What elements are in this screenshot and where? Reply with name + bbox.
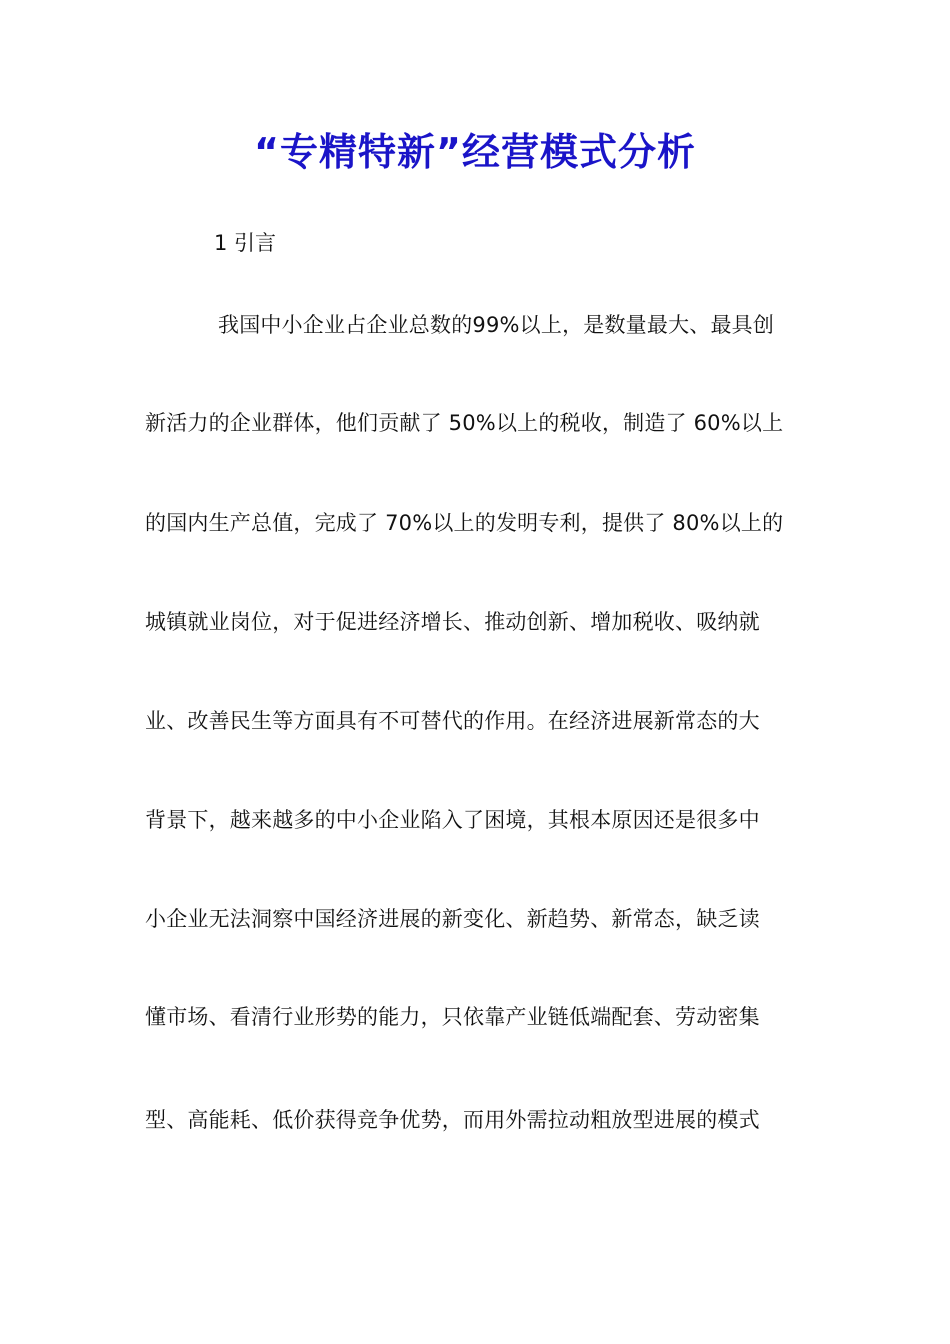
paragraph-line: 背景下，越来越多的中小企业陷入了困境，其根本原因还是很多中 (145, 808, 760, 832)
paragraph-line: 新活力的企业群体，他们贡献了 50%以上的税收，制造了 60%以上 (145, 411, 784, 435)
paragraph-line: 我国中小企业占企业总数的99%以上，是数量最大、最具创 (218, 313, 775, 337)
paragraph-line: 型、高能耗、低价获得竞争优势，而用外需拉动粗放型进展的模式 (145, 1108, 760, 1132)
paragraph-line: 懂市场、看清行业形势的能力，只依靠产业链低端配套、劳动密集 (145, 1005, 760, 1029)
paragraph-line: 小企业无法洞察中国经济进展的新变化、新趋势、新常态，缺乏读 (145, 907, 760, 931)
document-title: “专精特新”经营模式分析 (254, 130, 696, 174)
paragraph-line: 的国内生产总值，完成了 70%以上的发明专利，提供了 80%以上的 (145, 511, 784, 535)
paragraph-line: 城镇就业岗位，对于促进经济增长、推动创新、增加税收、吸纳就 (145, 610, 760, 634)
paragraph-line: 业、改善民生等方面具有不可替代的作用。在经济进展新常态的大 (145, 709, 760, 733)
section-heading: 1 引言 (214, 231, 277, 255)
